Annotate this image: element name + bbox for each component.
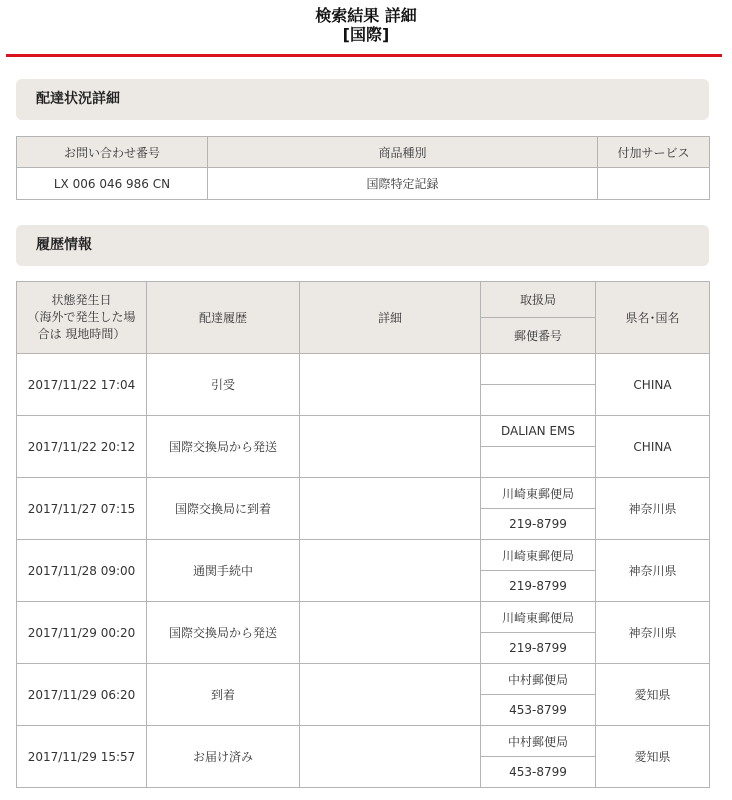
- history-datetime-cell: 2017/11/27 07:15: [17, 478, 147, 540]
- history-detail-cell: [300, 726, 481, 788]
- history-row: [17, 416, 710, 447]
- product-type-cell: 国際特定記録: [208, 168, 598, 200]
- column-header-region: 県名･国名: [596, 282, 710, 354]
- history-table: [16, 281, 710, 788]
- delivery-status-heading: 配達状況詳細: [16, 79, 709, 120]
- history-info-heading: 履歴情報: [16, 225, 709, 266]
- history-office-cell: 川崎東郵便局: [481, 602, 596, 633]
- history-postal-cell: 453-8799: [481, 757, 596, 788]
- history-row: [17, 602, 710, 633]
- history-status-cell: 通関手続中: [147, 540, 300, 602]
- history-detail-cell: [300, 354, 481, 416]
- delivery-header-row: [17, 137, 710, 168]
- history-detail-cell: [300, 664, 481, 726]
- column-header-additional-service: 付加サービス: [598, 137, 710, 168]
- history-postal-cell: 219-8799: [481, 633, 596, 664]
- history-detail-cell: [300, 540, 481, 602]
- delivery-data-row: [17, 168, 710, 200]
- page-title: 検索結果 詳細: [315, 6, 417, 25]
- history-header-row: [17, 282, 710, 318]
- history-office-cell: 川崎東郵便局: [481, 540, 596, 571]
- history-status-cell: 国際交換局に到着: [147, 478, 300, 540]
- history-office-cell: [481, 354, 596, 385]
- history-row: [17, 354, 710, 385]
- history-detail-cell: [300, 416, 481, 478]
- history-datetime-cell: 2017/11/22 20:12: [17, 416, 147, 478]
- history-status-cell: 引受: [147, 354, 300, 416]
- history-datetime-cell: 2017/11/28 09:00: [17, 540, 147, 602]
- column-header-tracking-number: お問い合わせ番号: [17, 137, 208, 168]
- header-divider: [6, 54, 722, 57]
- history-detail-cell: [300, 478, 481, 540]
- column-header-date-line3: 合は 現地時間）: [37, 327, 126, 341]
- history-row: [17, 540, 710, 571]
- column-header-product-type: 商品種別: [208, 137, 598, 168]
- column-header-history: 配達履歴: [147, 282, 300, 354]
- column-header-date: [17, 282, 147, 354]
- history-postal-cell: 219-8799: [481, 509, 596, 540]
- history-datetime-cell: 2017/11/29 15:57: [17, 726, 147, 788]
- column-header-detail: 詳細: [300, 282, 481, 354]
- history-region-cell: 神奈川県: [596, 602, 710, 664]
- column-header-office: 取扱局: [481, 282, 596, 318]
- history-status-cell: 国際交換局から発送: [147, 602, 300, 664]
- history-detail-cell: [300, 602, 481, 664]
- history-region-cell: 神奈川県: [596, 478, 710, 540]
- history-office-cell: DALIAN EMS: [481, 416, 596, 447]
- history-region-cell: 愛知県: [596, 664, 710, 726]
- history-status-cell: お届け済み: [147, 726, 300, 788]
- history-row: [17, 664, 710, 695]
- tracking-number-cell: LX 006 046 986 CN: [17, 168, 208, 200]
- history-postal-cell: [481, 447, 596, 478]
- delivery-status-table: [16, 136, 710, 200]
- history-postal-cell: [481, 385, 596, 416]
- history-region-cell: CHINA: [596, 354, 710, 416]
- history-region-cell: 愛知県: [596, 726, 710, 788]
- column-header-date-line2: （海外で発生した場: [27, 310, 136, 324]
- history-office-cell: 中村郵便局: [481, 726, 596, 757]
- column-header-postal-code: 郵便番号: [481, 318, 596, 354]
- page-header: [0, 6, 732, 44]
- history-row: [17, 478, 710, 509]
- page-subtitle: [国際]: [342, 25, 390, 44]
- history-datetime-cell: 2017/11/22 17:04: [17, 354, 147, 416]
- history-status-cell: 国際交換局から発送: [147, 416, 300, 478]
- history-datetime-cell: 2017/11/29 06:20: [17, 664, 147, 726]
- history-office-cell: 川崎東郵便局: [481, 478, 596, 509]
- history-postal-cell: 219-8799: [481, 571, 596, 602]
- history-status-cell: 到着: [147, 664, 300, 726]
- history-region-cell: CHINA: [596, 416, 710, 478]
- history-office-cell: 中村郵便局: [481, 664, 596, 695]
- column-header-date-line1: 状態発生日: [51, 293, 112, 307]
- additional-service-cell: [598, 168, 710, 200]
- history-region-cell: 神奈川県: [596, 540, 710, 602]
- history-datetime-cell: 2017/11/29 00:20: [17, 602, 147, 664]
- history-row: [17, 726, 710, 757]
- history-postal-cell: 453-8799: [481, 695, 596, 726]
